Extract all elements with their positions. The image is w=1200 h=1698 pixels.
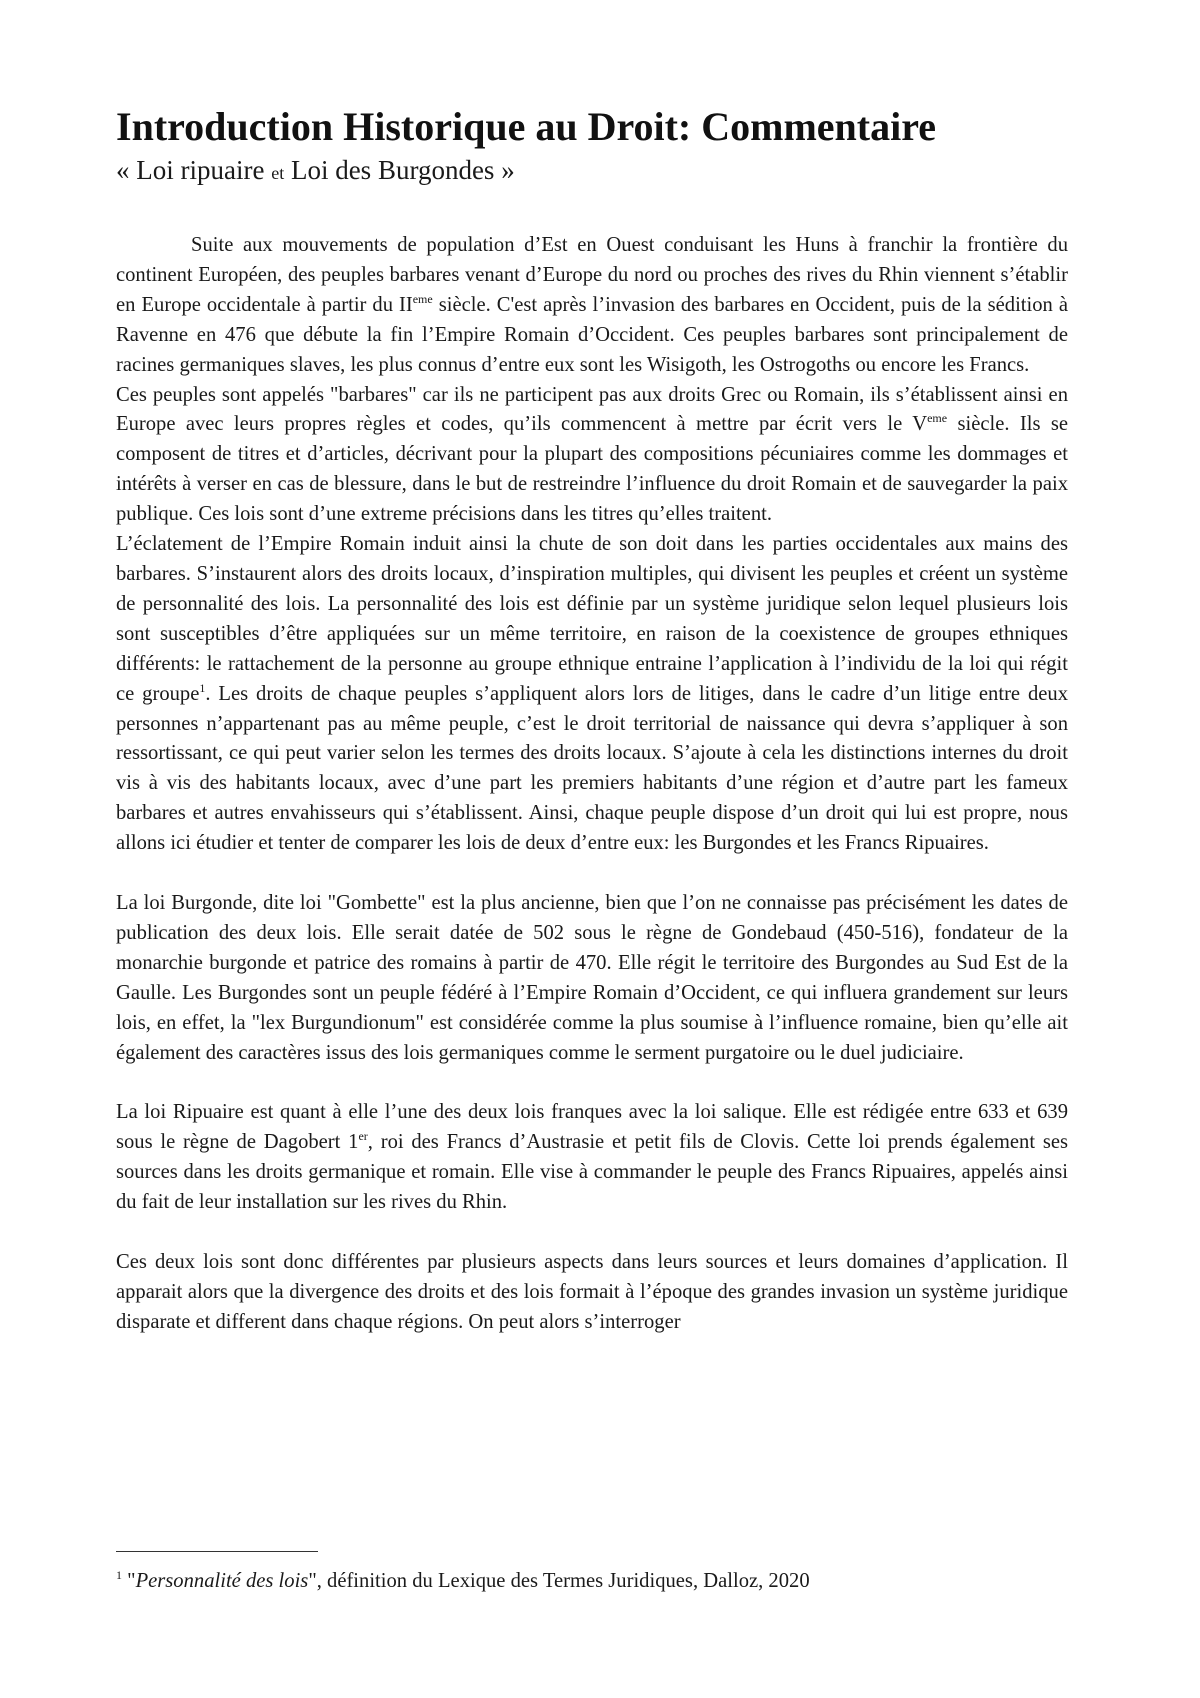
paragraph-2-text-a: Ces peuples sont appelés "barbares" car ils ne participent pas aux droits Grec ou Romain, ils s’établissent ainsi en Europe avec leurs propres règles et codes, qu’ils commencent à mettre par écrit vers le V bbox=[116, 383, 1068, 436]
paragraph-5-text-b: , roi des Francs d’Austrasie et petit fils de Clovis. Cette loi prends également ses sources dans les droits germanique et romain. Elle vise à commander le peuple des Francs Ripuaires, appelés ainsi du fait de leur installation sur les rives du Rhin. bbox=[116, 1131, 1068, 1214]
footnote-open-quote: " bbox=[122, 1570, 136, 1592]
footnote-text: ", définition du Lexique des Termes Juridiques, Dalloz, 2020 bbox=[308, 1570, 810, 1592]
paragraph-3-text-a: L’éclatement de l’Empire Romain induit ainsi la chute de son doit dans les parties occidentales aux mains des barbares. S’instaurent alors des droits locaux, d’inspiration multiples, qui divisent les peuples et créent un système de personnalité des lois. La personnalité des lois est définie par un système juridique selon lequel plusieurs lois sont susceptibles d’être appliquées sur un même territoire, en raison de la coexistence de groupes ethniques différents: le rattachement de la personne au groupe ethnique entraine l’application à l’individu de la loi qui régit ce groupe bbox=[116, 533, 1068, 705]
document-body bbox=[116, 231, 1068, 1338]
footnote-number: 1 bbox=[116, 1568, 122, 1582]
paragraph-5 bbox=[116, 1098, 1068, 1218]
paragraph-1-text-b: siècle. C'est après l’invasion des barbares en Occident, puis de la sédition à Ravenne en 476 que débute la fin l’Empire Romain d’Occident. Ces peuples barbares sont principalement de racines germaniques slaves, les plus connus d’entre eux sont les Wisigoth, les Ostrogoths ou encore les Francs. bbox=[116, 293, 1068, 376]
document-title: Introduction Historique au Droit: Commentaire bbox=[116, 104, 936, 149]
paragraph-1-text-a: Suite aux mouvements de population d’Est en Ouest conduisant les Huns à franchir la frontière du continent Européen, des peuples barbares venant d’Europe du nord ou proches des rives du Rhin viennent s’établir en Europe occidentale à partir du II bbox=[116, 234, 1068, 316]
footnote-reference[interactable]: 1 bbox=[199, 680, 206, 695]
paragraph-gap bbox=[116, 1218, 1068, 1248]
paragraph-gap bbox=[116, 859, 1068, 889]
paragraph-1-superscript: eme bbox=[412, 291, 433, 306]
paragraph-2-superscript: eme bbox=[927, 411, 948, 426]
paragraph-6: Ces deux lois sont donc différentes par plusieurs aspects dans leurs sources et leurs domaines d’application. Il apparait alors que la divergence des droits et des lois formait à l’époque des grandes invasion un système juridique disparate et different dans chaque régions. On peut alors s’interroger bbox=[116, 1251, 1068, 1333]
paragraph-2-text-b: siècle. Ils se composent de titres et d’articles, décrivant pour la plupart des compositions pécuniaires comme les dommages et intérêts à verser en cas de blessure, dans le but de restreindre l’influence du droit Romain et de sauvegarder la paix publique. Ces lois sont d’une extreme précisions dans les titres qu’elles traitent. bbox=[116, 413, 1068, 526]
footnote bbox=[116, 1567, 810, 1595]
paragraph-1 bbox=[116, 231, 1068, 381]
paragraph-5-superscript: er bbox=[358, 1129, 368, 1144]
subtitle-part-1: « Loi ripuaire bbox=[116, 155, 272, 185]
document-subtitle bbox=[116, 152, 1068, 191]
footnote-title: Personnalité des lois bbox=[135, 1570, 309, 1592]
paragraph-5-text-a: La loi Ripuaire est quant à elle l’une des deux lois franques avec la loi salique. Elle est rédigée entre 633 et 639 sous le règne de Dagobert 1 bbox=[116, 1101, 1068, 1154]
footnote-separator bbox=[116, 1551, 318, 1552]
paragraph-3 bbox=[116, 530, 1068, 859]
paragraph-4: La loi Burgonde, dite loi "Gombette" est la plus ancienne, bien que l’on ne connaisse pas précisément les dates de publication des deux lois. Elle serait datée de 502 sous le règne de Gondebaud (450-516), fondateur de la monarchie burgonde et patrice des romains à partir de 470. Elle régit le territoire des Burgondes au Sud Est de la Gaulle. Les Burgondes sont un peuple fédéré à l’Empire Romain d’Occident, ce qui influera grandement sur leurs lois, en effet, la "lex Burgundionum" est considérée comme la plus soumise à l’influence romaine, bien qu’elle ait également des caractères issus des lois germaniques comme le serment purgatoire ou le duel judiciaire. bbox=[116, 892, 1068, 1064]
paragraph-3-text-b: . Les droits de chaque peuples s’appliquent alors lors de litiges, dans le cadre d’un litige entre deux personnes n’appartenant pas au même peuple, c’est le droit territorial de naissance qui devra s’appliquer à son ressortissant, ce qui peut varier selon les termes des droits locaux. S’ajoute à cela les distinctions internes du droit vis à vis des habitants locaux, avec d’une part les premiers habitants d’une région et d’autre part les fameux barbares et autres envahisseurs qui s’établissent. Ainsi, chaque peuple dispose d’un droit qui lui est propre, nous allons ici étudier et tenter de comparer les lois de deux d’entre eux: les Burgondes et les Francs Ripuaires. bbox=[116, 682, 1068, 855]
paragraph-2 bbox=[116, 381, 1068, 531]
subtitle-connector: et bbox=[271, 163, 285, 183]
subtitle-part-2: Loi des Burgondes » bbox=[284, 155, 515, 185]
document-page bbox=[116, 104, 1068, 1338]
paragraph-gap bbox=[116, 1068, 1068, 1098]
